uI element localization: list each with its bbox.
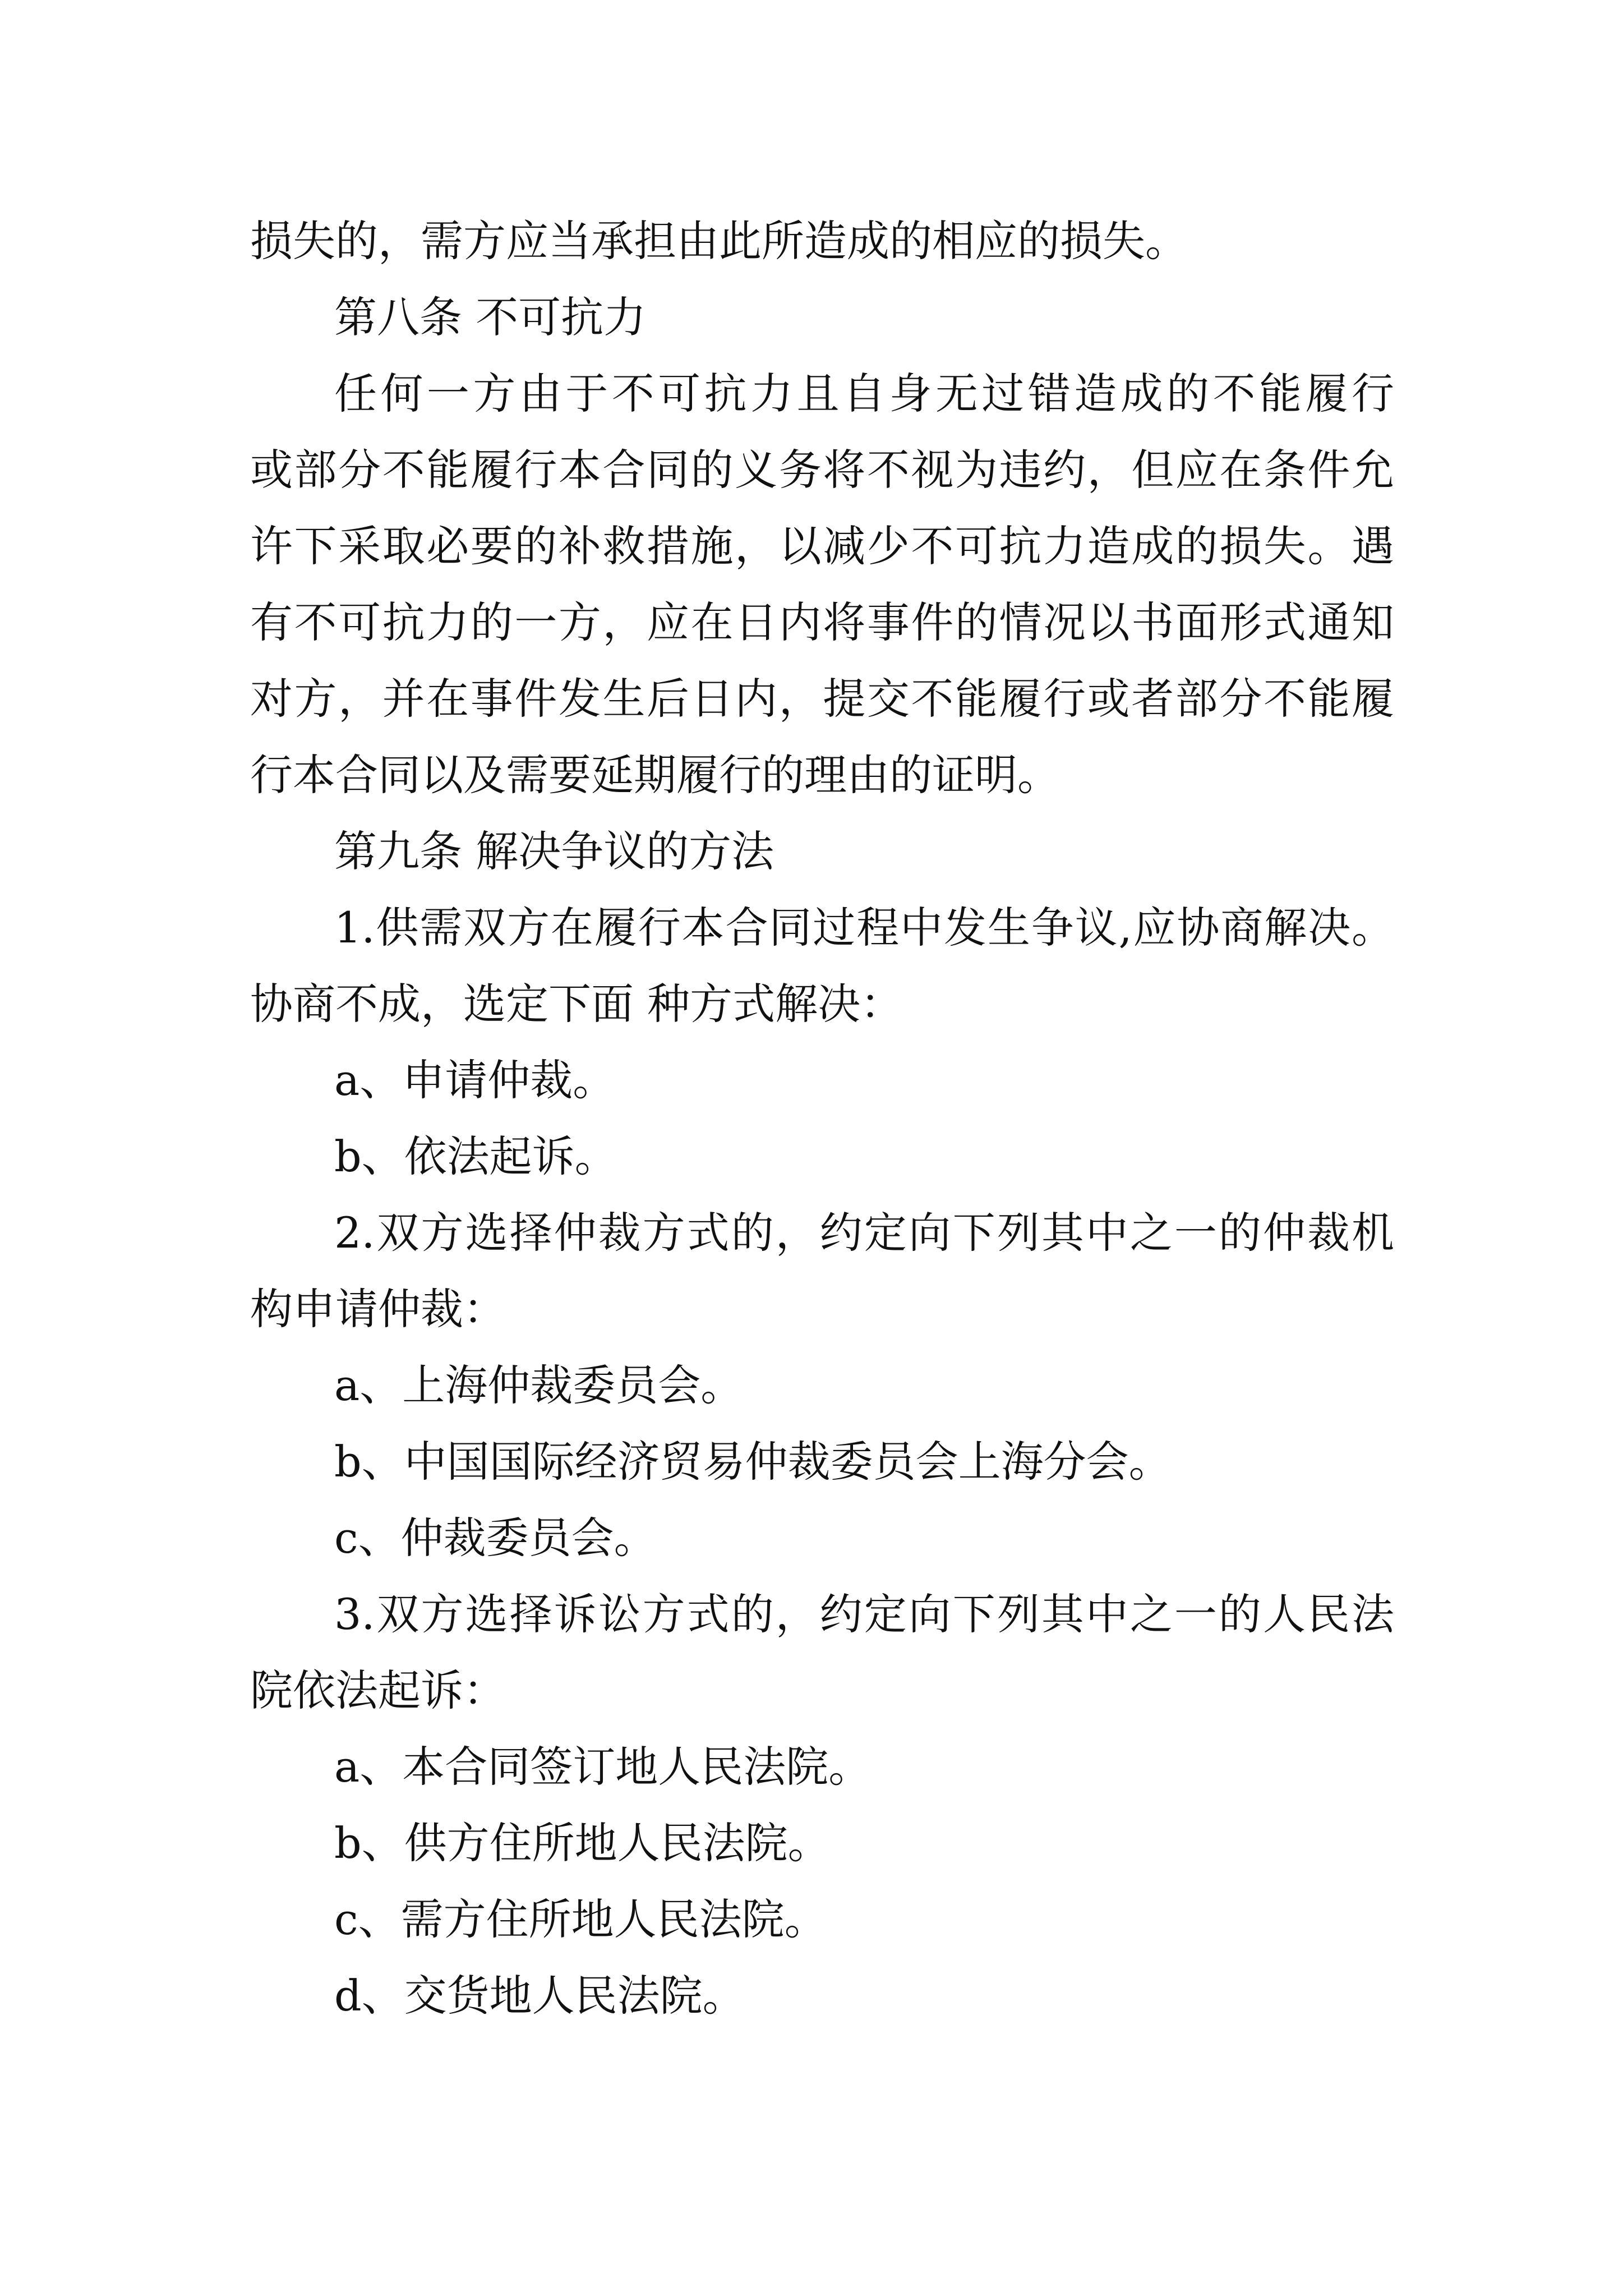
article-9-heading: 第九条 解决争议的方法	[334, 826, 774, 876]
paragraph-line: 2.双方选择仲裁方式的，约定向下列其中之一的仲裁机	[334, 1208, 1394, 1258]
list-item: a、申请仲裁。	[334, 1055, 616, 1105]
paragraph-line: 协商不成，选定下面 种方式解决：	[250, 979, 903, 1029]
paragraph-line: 有不可抗力的一方，应在日内将事件的情况以书面形式通知	[250, 597, 1394, 647]
paragraph-line: 损失的，需方应当承担由此所造成的相应的损失。	[250, 216, 1188, 266]
list-item: b、中国国际经济贸易仲裁委员会上海分会。	[334, 1437, 1172, 1487]
paragraph-line: 院依法起诉：	[250, 1665, 506, 1715]
paragraph-line: 构申请仲裁：	[250, 1284, 506, 1334]
list-item: d、交货地人民法院。	[334, 1971, 745, 2021]
list-item: a、本合同签订地人民法院。	[334, 1742, 872, 1792]
list-item: b、供方住所地人民法院。	[334, 1818, 831, 1868]
paragraph-line: 3.双方选择诉讼方式的，约定向下列其中之一的人民法	[334, 1589, 1394, 1639]
list-item: c、仲裁委员会。	[334, 1513, 657, 1563]
list-item: a、上海仲裁委员会。	[334, 1360, 744, 1410]
list-item: c、需方住所地人民法院。	[334, 1894, 827, 1944]
paragraph-line: 许下采取必要的补救措施，以减少不可抗力造成的损失。遇	[250, 521, 1394, 571]
paragraph-line: 任何一方由于不可抗力且自身无过错造成的不能履行	[334, 369, 1394, 418]
paragraph-line: 行本合同以及需要延期履行的理由的证明。	[250, 750, 1060, 800]
paragraph-line: 或部分不能履行本合同的义务将不视为违约，但应在条件允	[250, 445, 1394, 495]
list-item: b、依法起诉。	[334, 1131, 617, 1181]
paragraph-line: 1.供需双方在履行本合同过程中发生争议,应协商解决。	[334, 903, 1394, 953]
paragraph-line: 对方，并在事件发生后日内，提交不能履行或者部分不能履	[250, 674, 1394, 724]
article-8-heading: 第八条 不可抗力	[334, 292, 647, 342]
document-body	[250, 203, 1394, 2034]
